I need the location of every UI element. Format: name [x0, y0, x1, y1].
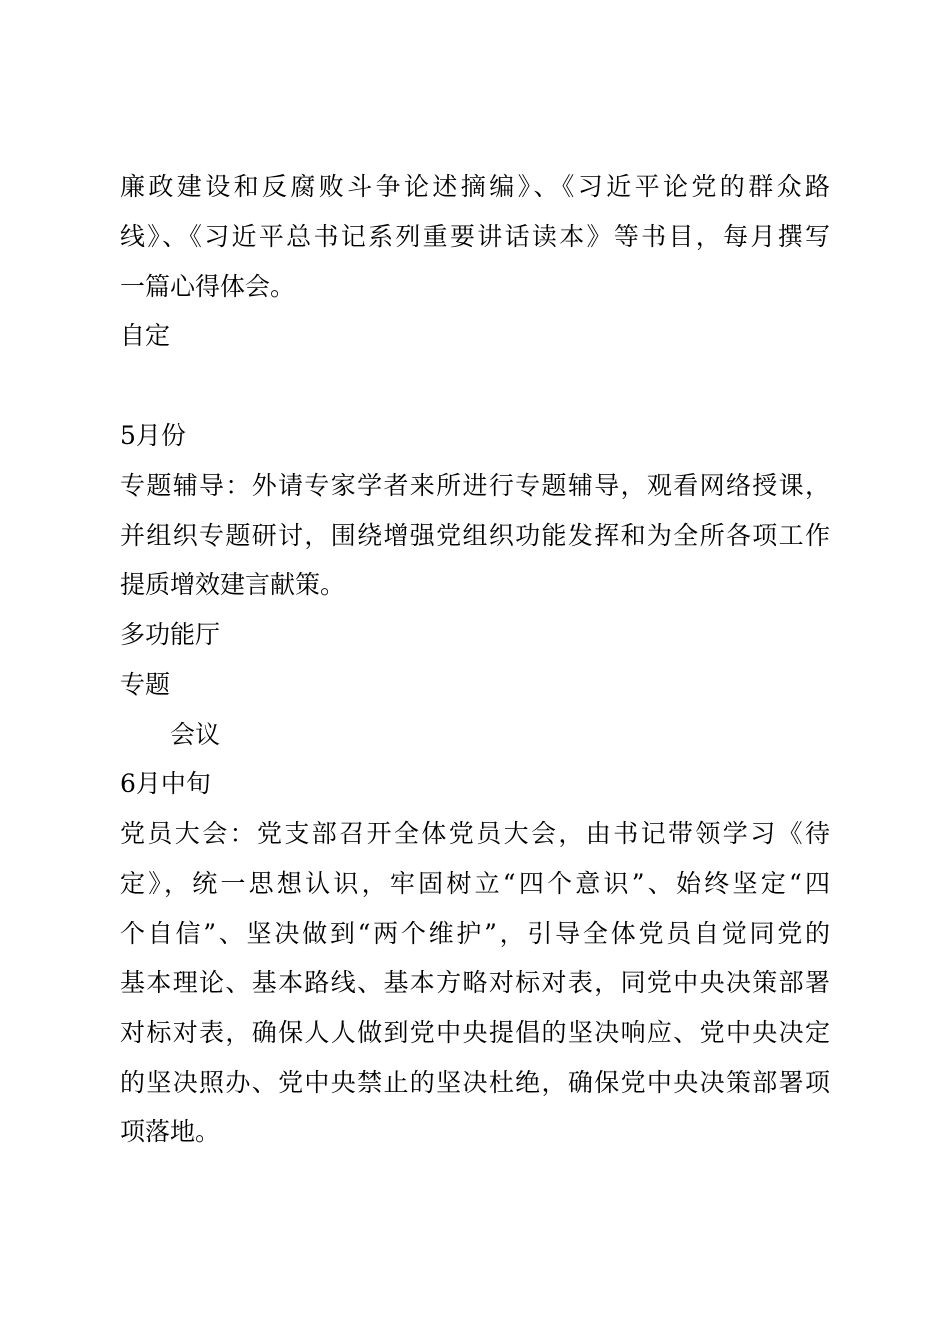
paragraph-3-line-1: 党员大会：党支部召开全体党员大会，由书记带领学习《待 — [120, 819, 830, 848]
type-line-1: 专题 — [120, 670, 171, 699]
paragraph-1-line-2: 线》、《习近平总书记系列重要讲话读本》等书目，每月撰写 — [120, 222, 830, 251]
paragraph-2-line-1: 专题辅导：外请专家学者来所进行专题辅导，观看网络授课， — [120, 471, 830, 500]
location-1: 自定 — [120, 321, 171, 350]
paragraph-3-line-5: 对标对表，确保人人做到党中央提倡的坚决响应、党中央决定 — [120, 1018, 830, 1047]
paragraph-1-line-3: 一篇心得体会。 — [120, 272, 296, 301]
paragraph-2-line-2: 并组织专题研讨，围绕增强党组织功能发挥和为全所各项工作 — [120, 521, 830, 550]
paragraph-3-line-6: 的坚决照办、党中央禁止的坚决杜绝，确保党中央决策部署项 — [120, 1068, 830, 1097]
date-june: 6月中旬 — [120, 769, 211, 798]
date-may: 5月份 — [120, 421, 186, 450]
paragraph-3-line-7: 项落地。 — [120, 1117, 221, 1146]
type-line-2: 会议 — [170, 720, 221, 749]
paragraph-3-line-3: 个自信”、坚决做到“两个维护”，引导全体党员自觉同党的 — [120, 919, 830, 948]
paragraph-1-line-1: 廉政建设和反腐败斗争论述摘编》、《习近平论党的群众路 — [120, 172, 830, 201]
paragraph-3-line-4: 基本理论、基本路线、基本方略对标对表，同党中央决策部署 — [120, 968, 830, 997]
paragraph-3-line-2: 定》，统一思想认识，牢固树立“四个意识”、始终坚定“四 — [120, 869, 830, 898]
location-2: 多功能厅 — [120, 620, 221, 649]
paragraph-2-line-3: 提质增效建言献策。 — [120, 570, 346, 599]
